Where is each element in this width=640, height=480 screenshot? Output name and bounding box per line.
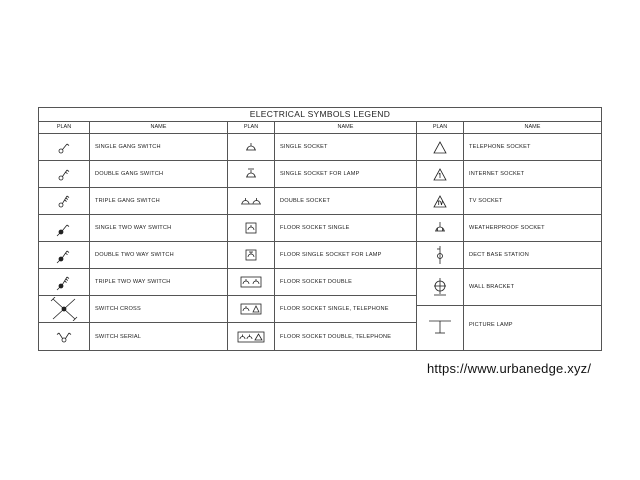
plan-cell <box>39 161 89 188</box>
symbol-name: SWITCH SERIAL <box>95 333 142 340</box>
picture-lamp-icon <box>425 313 455 337</box>
plan-cell <box>39 323 89 350</box>
switch-serial-icon <box>49 325 79 349</box>
weatherproof-socket-icon <box>425 216 455 240</box>
symbol-name: DECT BASE STATION <box>464 242 601 269</box>
single-gang-switch-icon <box>49 135 79 159</box>
single-two-way-switch-icon <box>49 216 79 240</box>
symbol-name: SINGLE SOCKET FOR LAMP <box>275 161 416 188</box>
telephone-socket-icon <box>425 135 455 159</box>
plan-column-2 <box>228 122 275 350</box>
symbol-name: TELEPHONE SOCKET <box>464 134 601 161</box>
symbol-name: TV SOCKET <box>464 188 601 215</box>
plan-cell <box>417 134 463 161</box>
plan-cell <box>228 161 274 188</box>
symbol-name: PICTURE LAMP <box>469 321 513 328</box>
switch-cross-icon <box>49 297 79 321</box>
plan-cell <box>228 323 274 350</box>
plan-cell <box>228 215 274 242</box>
plan-cell <box>39 269 89 296</box>
plan-cell <box>417 269 463 306</box>
name-column-3 <box>464 122 601 350</box>
plan-cell <box>417 306 463 343</box>
plan-cell <box>417 242 463 269</box>
floor-socket-single-icon <box>236 216 266 240</box>
triple-two-way-switch-icon <box>49 270 79 294</box>
symbol-name: DOUBLE GANG SWITCH <box>90 161 227 188</box>
plan-cell <box>417 215 463 242</box>
symbol-name: INTERNET SOCKET <box>464 161 601 188</box>
name-column-1 <box>90 122 228 350</box>
symbol-name: FLOOR SOCKET SINGLE, TELEPHONE <box>275 296 416 323</box>
symbol-name: FLOOR SOCKET DOUBLE, TELEPHONE <box>280 333 392 340</box>
plan-cell <box>228 134 274 161</box>
plan-cell <box>39 215 89 242</box>
floor-socket-double-icon <box>236 270 266 294</box>
symbol-name: SINGLE GANG SWITCH <box>90 134 227 161</box>
symbol-name: SINGLE SOCKET <box>275 134 416 161</box>
plan-cell <box>417 161 463 188</box>
legend-title: ELECTRICAL SYMBOLS LEGEND <box>39 108 601 122</box>
plan-cell <box>228 296 274 323</box>
source-url: https://www.urbanedge.xyz/ <box>427 361 592 376</box>
plan-cell <box>39 296 89 323</box>
symbol-name: TRIPLE GANG SWITCH <box>90 188 227 215</box>
wall-bracket-icon <box>425 275 455 299</box>
dect-base-station-icon <box>425 243 455 267</box>
plan-cell <box>228 188 274 215</box>
plan-column-3 <box>417 122 464 350</box>
plan-cell <box>228 269 274 296</box>
plan-cell <box>417 188 463 215</box>
symbol-name: WEATHERPROOF SOCKET <box>464 215 601 242</box>
triple-gang-switch-icon <box>49 189 79 213</box>
name-header: NAME <box>464 122 601 134</box>
symbol-name: SINGLE TWO WAY SWITCH <box>90 215 227 242</box>
plan-cell <box>39 242 89 269</box>
name-column-2 <box>275 122 417 350</box>
symbol-name: TRIPLE TWO WAY SWITCH <box>90 269 227 296</box>
symbol-name: FLOOR SOCKET DOUBLE <box>275 269 416 296</box>
plan-column-1 <box>39 122 90 350</box>
name-header: NAME <box>90 122 227 134</box>
symbol-name: DOUBLE TWO WAY SWITCH <box>90 242 227 269</box>
floor-socket-lamp-icon <box>236 243 266 267</box>
plan-cell <box>39 188 89 215</box>
plan-cell <box>39 134 89 161</box>
symbol-name: DOUBLE SOCKET <box>275 188 416 215</box>
symbol-name: SWITCH CROSS <box>90 296 227 323</box>
double-socket-icon <box>236 189 266 213</box>
floor-socket-telephone-icon <box>236 297 266 321</box>
plan-header: PLAN <box>39 122 89 134</box>
single-socket-icon <box>236 135 266 159</box>
legend-grid <box>39 122 601 350</box>
plan-cell <box>228 242 274 269</box>
tv-socket-icon <box>425 189 455 213</box>
symbol-name: WALL BRACKET <box>464 269 601 306</box>
floor-socket-double-telephone-icon <box>236 325 266 349</box>
symbol-name: FLOOR SOCKET SINGLE <box>275 215 416 242</box>
double-two-way-switch-icon <box>49 243 79 267</box>
plan-header: PLAN <box>228 122 274 134</box>
double-gang-switch-icon <box>49 162 79 186</box>
electrical-symbols-legend <box>38 107 602 351</box>
symbol-name: FLOOR SINGLE SOCKET FOR LAMP <box>275 242 416 269</box>
plan-header: PLAN <box>417 122 463 134</box>
name-header: NAME <box>275 122 416 134</box>
socket-for-lamp-icon <box>236 162 266 186</box>
internet-socket-icon <box>425 162 455 186</box>
